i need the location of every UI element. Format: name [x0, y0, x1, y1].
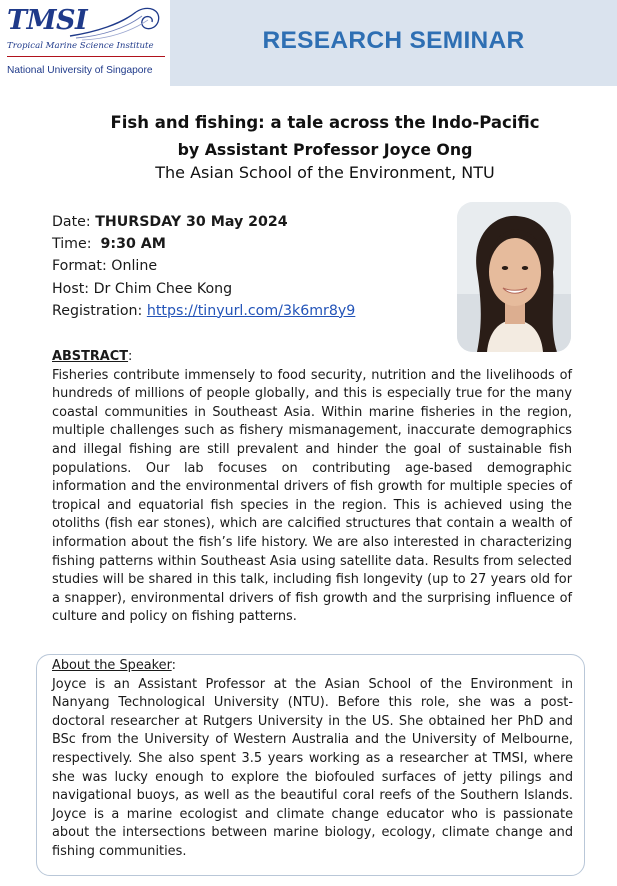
- seminar-speaker: by Assistant Professor Joyce Ong: [177, 140, 473, 159]
- tmsi-logo: [0, 0, 170, 86]
- date-row: [52, 211, 355, 233]
- abstract-heading: ABSTRACT: [52, 349, 129, 364]
- format-row: Format: Online: [52, 258, 158, 275]
- logo-institute-name: Tropical Marine Science Institute: [7, 41, 154, 51]
- time-label: Time:: [52, 236, 101, 253]
- abstract-section: [52, 348, 572, 627]
- time-value: 9:30 AM: [100, 236, 166, 253]
- seminar-affiliation: The Asian School of the Environment, NTU: [155, 163, 495, 182]
- registration-link[interactable]: https://tinyurl.com/3k6mr8y9: [146, 302, 356, 319]
- header-banner: [0, 0, 617, 86]
- abstract-body: Fisheries contribute immensely to food security, nutrition and the livelihoods of hundreds of millions of people globally, and this is especially true for the many coastal communities in Southeast Asia. Within marine fisheries in the region, multiple challenges such as fishery mismanagement, inaccurate demographics and illegal fishing are still prevalent and hinder the goal of sustainable fish populations. Our lab focuses on contributing age-based demographic information and the environmental drivers of fish growth for multiple species of tropical and equatorial fish species in the region. This is achieved using the otoliths (fish ear stones), which are calcified structures that contain a wealth of information about the fish’s life history. We are also interested in characterizing fishing patterns within Southeast Asia using satellite data. Results from selected studies will be shared in this talk, including fish longevity (up to 27 years old for a snapper), environmental drivers of fish growth and the surprising influence of culture and policy on fishing patterns.: [52, 367, 572, 625]
- event-details: [52, 211, 355, 322]
- registration-row: [52, 300, 355, 322]
- speaker-portrait-image: [457, 202, 571, 352]
- about-speaker-section: [52, 657, 573, 862]
- seminar-title: Fish and fishing: a tale across the Indo-Pacific: [110, 113, 540, 132]
- about-speaker-heading-colon: :: [171, 658, 177, 673]
- about-speaker-body: Joyce is an Assistant Professor at the Asian School of the Environment in Nanyang Technological University (NTU). Before this role, she was a post-doctoral researcher at Rutgers University in the US. She obtained her PhD and BSc from the University of Western Australia and the University of Melbourne, respectively. She also spent 3.5 years working as a researcher at TMSI, where she was lucky enough to explore the biofouled surfaces of jetty pilings and navigational buoys, as well as the beautiful coral reefs of the Southern Islands. Joyce is a marine ecologist and climate change educator who is passionate about the intersections between marine biology, ecology, climate change and fishing communities.: [52, 676, 573, 859]
- page-title: RESEARCH SEMINAR: [262, 27, 525, 54]
- abstract-heading-colon: :: [128, 349, 133, 364]
- logo-university-name: National University of Singapore: [7, 65, 153, 76]
- registration-label: Registration:: [52, 302, 147, 319]
- date-value: THURSDAY 30 May 2024: [95, 214, 288, 230]
- date-label: Date:: [52, 214, 96, 230]
- time-row: [52, 233, 355, 255]
- logo-divider: [7, 56, 165, 57]
- logo-acronym: TMSI: [7, 5, 88, 36]
- about-speaker-heading: About the Speaker: [52, 658, 172, 673]
- speaker-photo: [457, 202, 571, 352]
- host-row: Host: Dr Chim Chee Kong: [52, 280, 233, 297]
